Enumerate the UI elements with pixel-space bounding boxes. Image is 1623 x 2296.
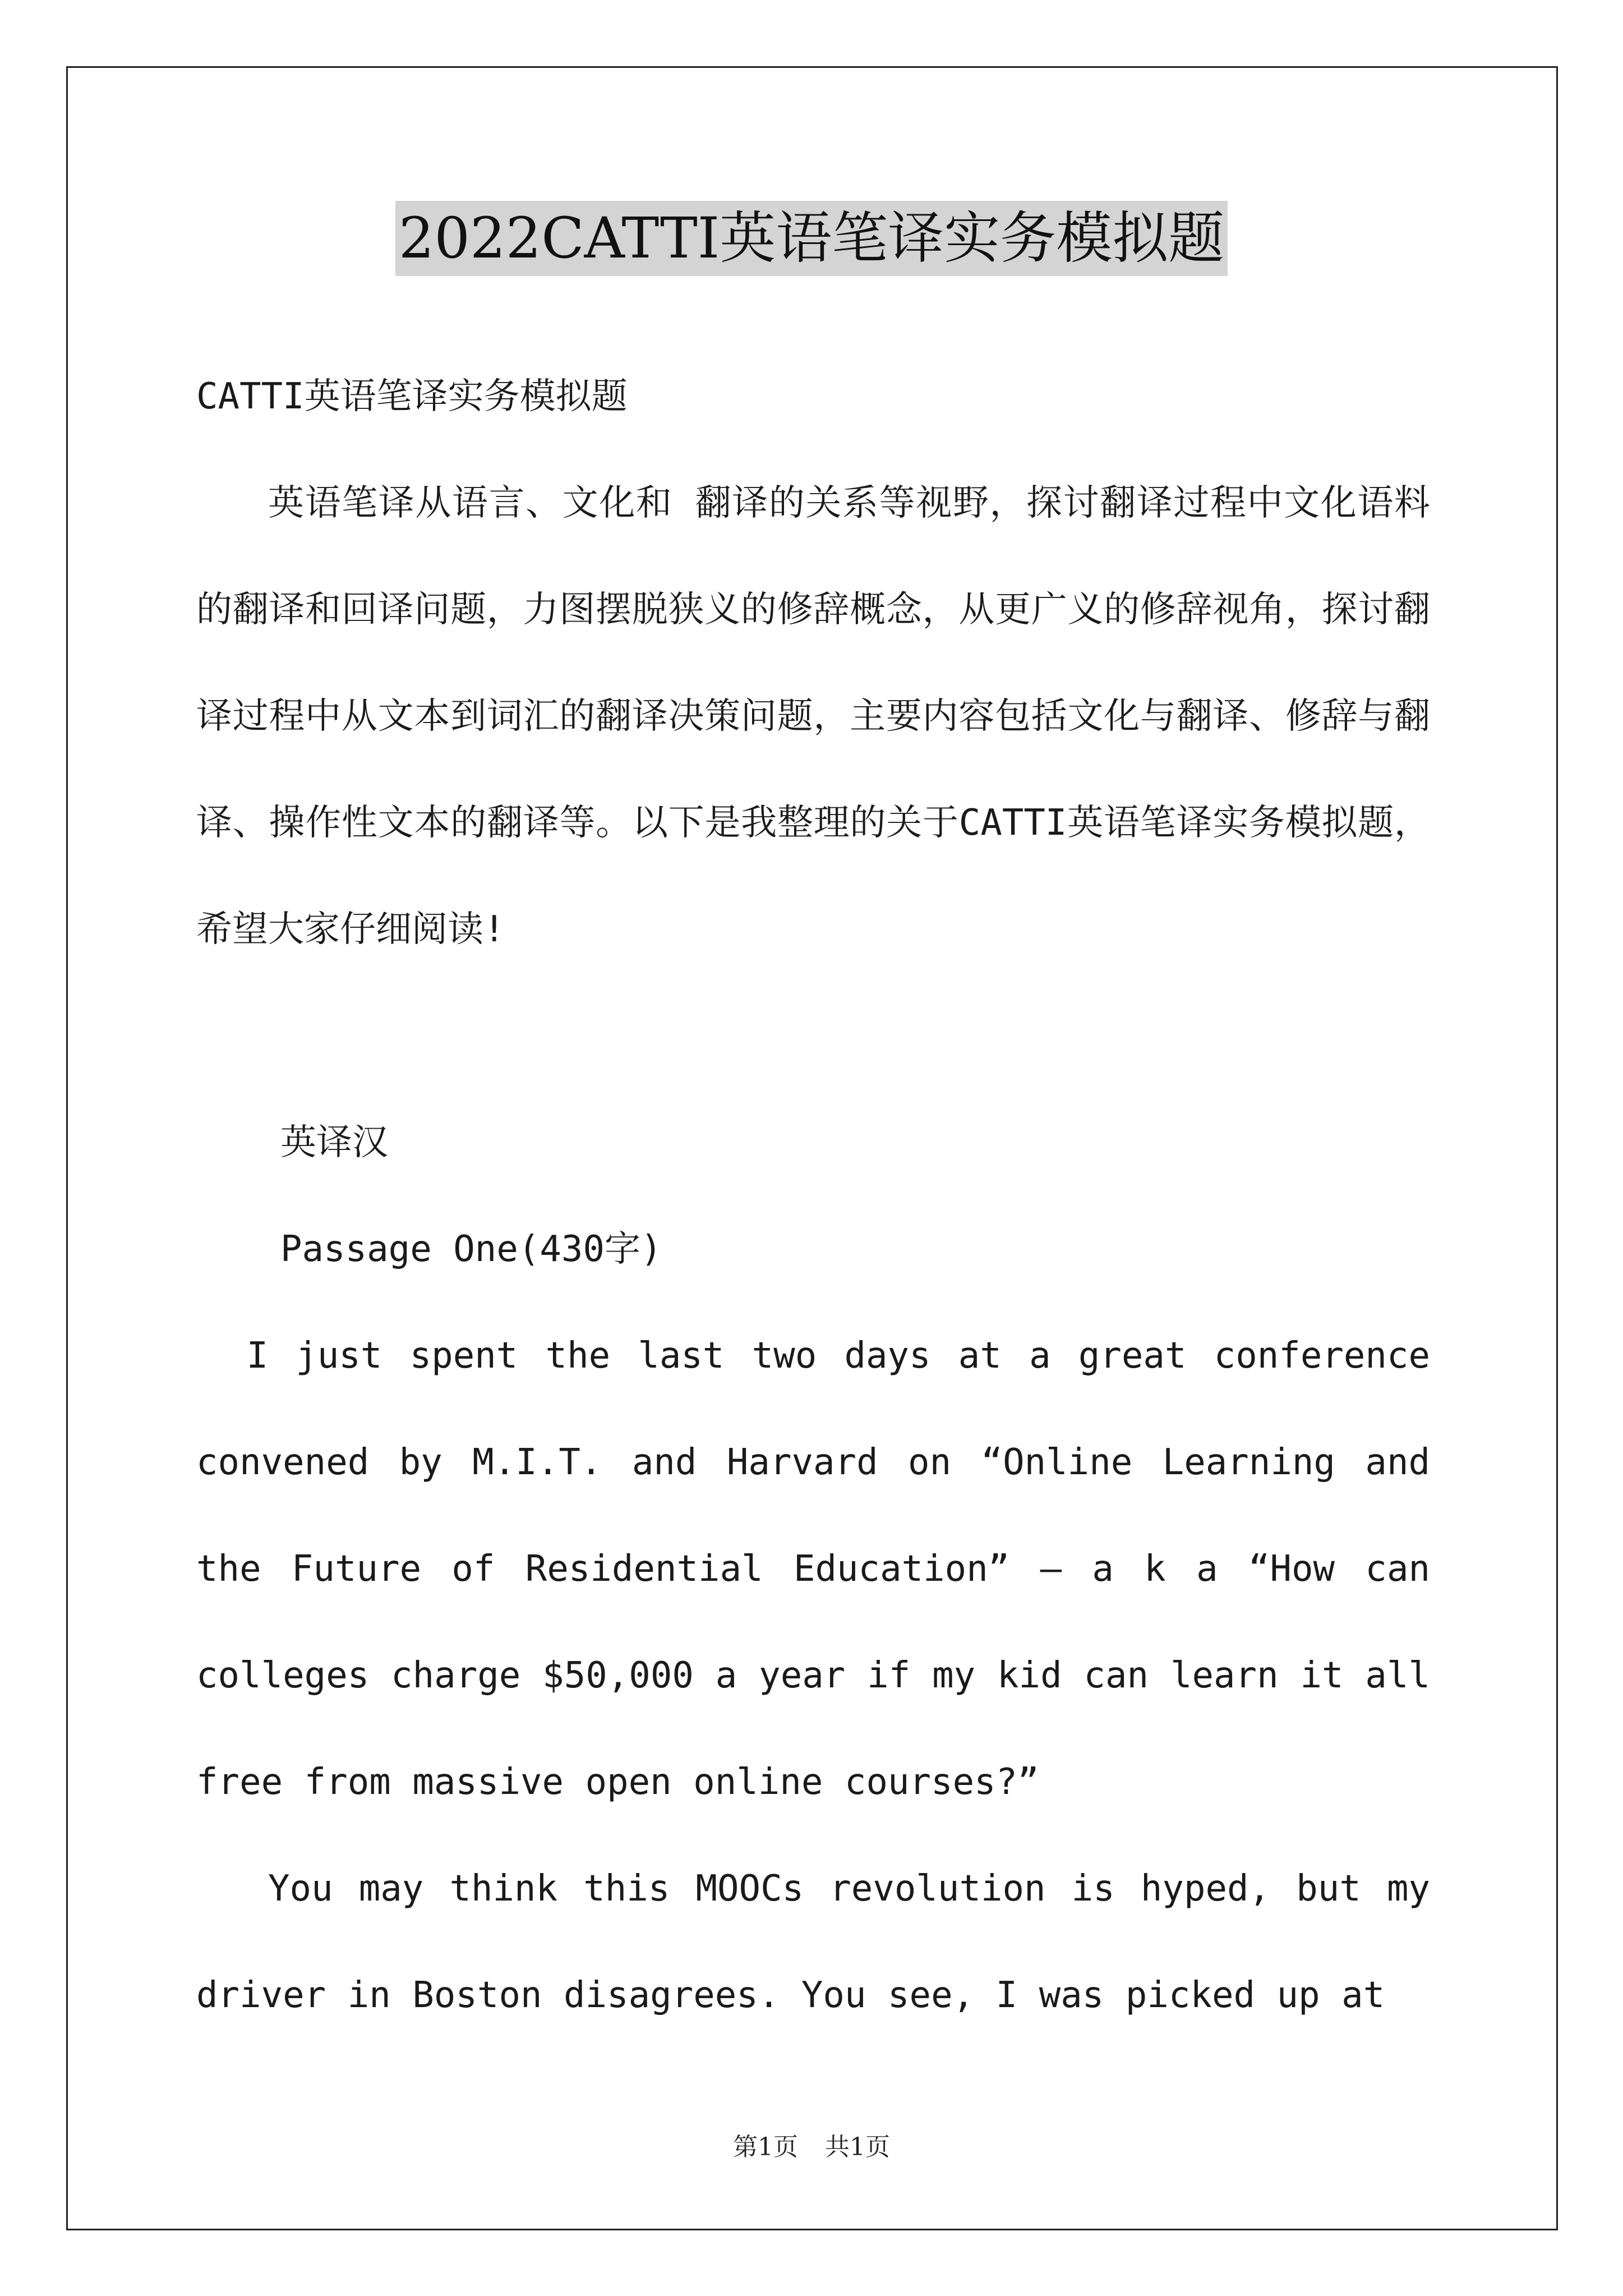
title-area — [0, 201, 1623, 276]
page-number: 第1页 — [733, 2133, 798, 2161]
passage-heading: Passage One(430字) — [280, 1228, 662, 1270]
section-heading: 英译汉 — [280, 1122, 388, 1163]
passage-paragraph-2: You may think this MOOCs revolution is hyped, but my driver in Boston disagrees. You see, I was picked up at — [196, 1868, 1430, 2016]
document-title: 2022CATTI英语笔译实务模拟题 — [395, 201, 1228, 276]
document-subtitle: CATTI英语笔译实务模拟题 — [196, 376, 628, 417]
page-footer — [0, 2131, 1623, 2164]
intro-paragraph: 英语笔译从语言、文化和 翻译的关系等视野，探讨翻译过程中文化语料的翻译和回译问题，力图摆脱狭义的修辞概念，从更广义的修辞视角，探讨翻译过程中从文本到词汇的翻译决策问题，主要内容包括文化与翻译、修辞与翻译、操作性文本的翻译等。以下是我整理的关于CATTI英语笔译实务模拟题，希望大家仔细阅读! — [196, 482, 1430, 950]
document-body — [196, 343, 1430, 2049]
passage-paragraph-1: I just spent the last two days at a great conference convened by M.I.T. and Harvard on “Online Learning and the Future of Residential Education” — a k a “How can colleges charge $50,000 a year if my kid can learn it all free from massive open online courses?” — [196, 1335, 1430, 1803]
page-total: 共1页 — [825, 2133, 890, 2161]
blank-line — [196, 983, 1430, 1089]
